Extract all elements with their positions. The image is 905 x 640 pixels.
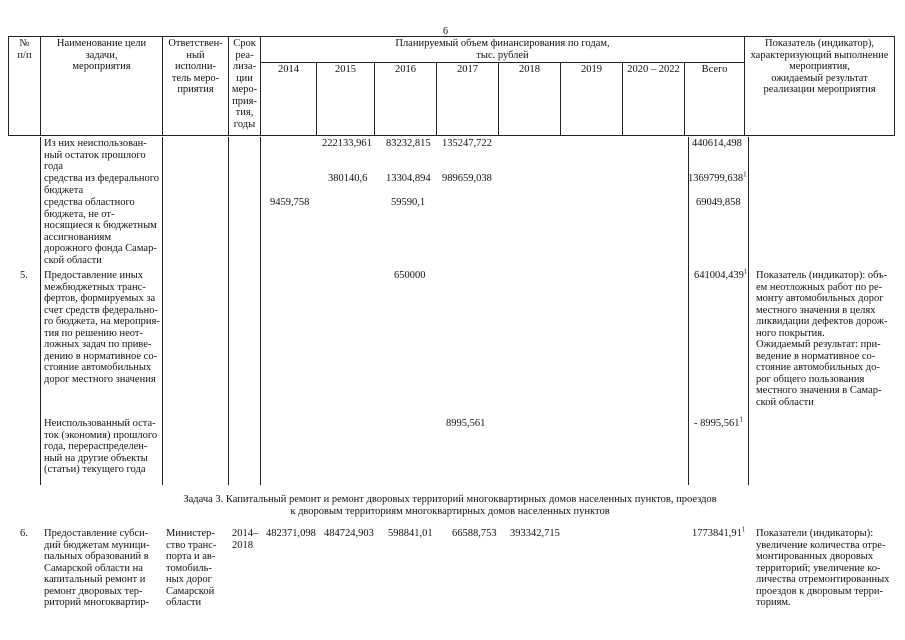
header-indicator: Показатель (индикатор), характеризующий выполнение мероприятия, ожидаемый результат реализации мероприятия	[745, 37, 895, 136]
row-indicator: Показатель (индикатор): объ- ем неотложных работ по ре- монту автомобильных дорог местного значения в целях ликвидации дефектов дорож- ного покрытия. Ожидаемый результат: при- ведение в нормативное со- стояние автомобильных до- рог общего пользования местного значения в Самар- ской области	[756, 270, 888, 408]
header-year: 2018	[499, 63, 561, 136]
header-year: 2019	[561, 63, 623, 136]
header-year: 2020 – 2022	[623, 63, 685, 136]
cell-total: 1773841,91$^1$	[692, 525, 746, 539]
row-name: средства областного бюджета, не от- носящиеся к бюджетным ассигнованиям дорожного фонда Самар- ской области	[44, 197, 157, 266]
column-rule	[40, 137, 41, 485]
column-rule	[748, 137, 749, 485]
column-rule	[688, 137, 689, 485]
cell-value: 222133,961	[322, 138, 372, 149]
cell-value: 9459,758	[270, 197, 310, 208]
cell-value: 66588,753	[452, 528, 497, 539]
header-term: Срок реа- лиза- ции меро- прия- тия, годы	[229, 37, 261, 136]
header-num: № п/п	[9, 37, 41, 136]
row-number: 6.	[20, 528, 28, 539]
column-rule	[162, 137, 163, 485]
header-responsible: Ответствен- ный исполни- тель меро- приятия	[163, 37, 229, 136]
cell-value: 8995,561	[446, 418, 486, 429]
cell-value: 482371,098	[266, 528, 316, 539]
cell-total: 1369799,638$^1$	[688, 170, 747, 184]
row-name: Предоставление субси- дий бюджетам муници- пальных образований в Самарской области на капитальный ремонт и ремонт дворовых тер- риторий многоквартир-	[44, 528, 150, 608]
cell-total: 69049,858	[696, 197, 741, 208]
row-responsible: Министер- ство транс- порта и ав- томобиль- ных дорог Самарской области	[166, 528, 217, 608]
row-indicator: Показатели (индикаторы): увеличение количества отре- монтированных дворовых территорий; увеличение ко- личества отремонтированных проездов к дворовым терри- ториям.	[756, 528, 890, 608]
cell-value: 13304,894	[386, 173, 431, 184]
header-financing: Планируемый объем финансирования по годам, тыс. рублей	[261, 37, 745, 63]
cell-value: 598841,01	[388, 528, 433, 539]
cell-value: 380140,6	[328, 173, 368, 184]
cell-total: - 8995,561$^1$	[694, 415, 743, 429]
header-year: 2015	[317, 63, 375, 136]
header-year: 2016	[375, 63, 437, 136]
page-number: 6	[443, 26, 448, 37]
row-term: 2014– 2018	[232, 528, 259, 551]
cell-value: 484724,903	[324, 528, 374, 539]
cell-total: 641004,439$^1$	[694, 267, 748, 281]
cell-value: 989659,038	[442, 173, 492, 184]
cell-total: 440614,498	[692, 138, 742, 149]
cell-value: 135247,722	[442, 138, 492, 149]
cell-value: 650000	[394, 270, 426, 281]
header-year: 2017	[437, 63, 499, 136]
cell-value: 59590,1	[391, 197, 426, 208]
row-number: 5.	[20, 270, 28, 281]
header-year-total: Всего	[685, 63, 745, 136]
header-name: Наименование цели задачи, мероприятия	[41, 37, 163, 136]
column-rule	[260, 137, 261, 485]
row-name: Из них неиспользован- ный остаток прошлого года	[44, 138, 147, 172]
row-name: Неиспользованный оста- ток (экономия) прошлого года, перераспределен- ный на другие объекты (статьи) текущего года	[44, 418, 158, 475]
row-name: средства из федерального бюджета	[44, 173, 160, 196]
task-heading: Задача 3. Капитальный ремонт и ремонт дворовых территорий многоквартирных домов населенных пунктов, проездов к дворовым территориям многоквартирных домов населенных пунктов	[183, 494, 717, 517]
header-year: 2014	[261, 63, 317, 136]
cell-value: 83232,815	[386, 138, 431, 149]
table-header	[8, 36, 895, 136]
cell-value: 393342,715	[510, 528, 560, 539]
column-rule	[228, 137, 229, 485]
row-name: Предоставление иных межбюджетных транс- фертов, формируемых за счет средств федерально- го бюджета, на мероприя- тия по решению неот- ложных задач по приве- дению в нормативное со- стояние автомобильных дорог местного значения	[44, 270, 160, 385]
